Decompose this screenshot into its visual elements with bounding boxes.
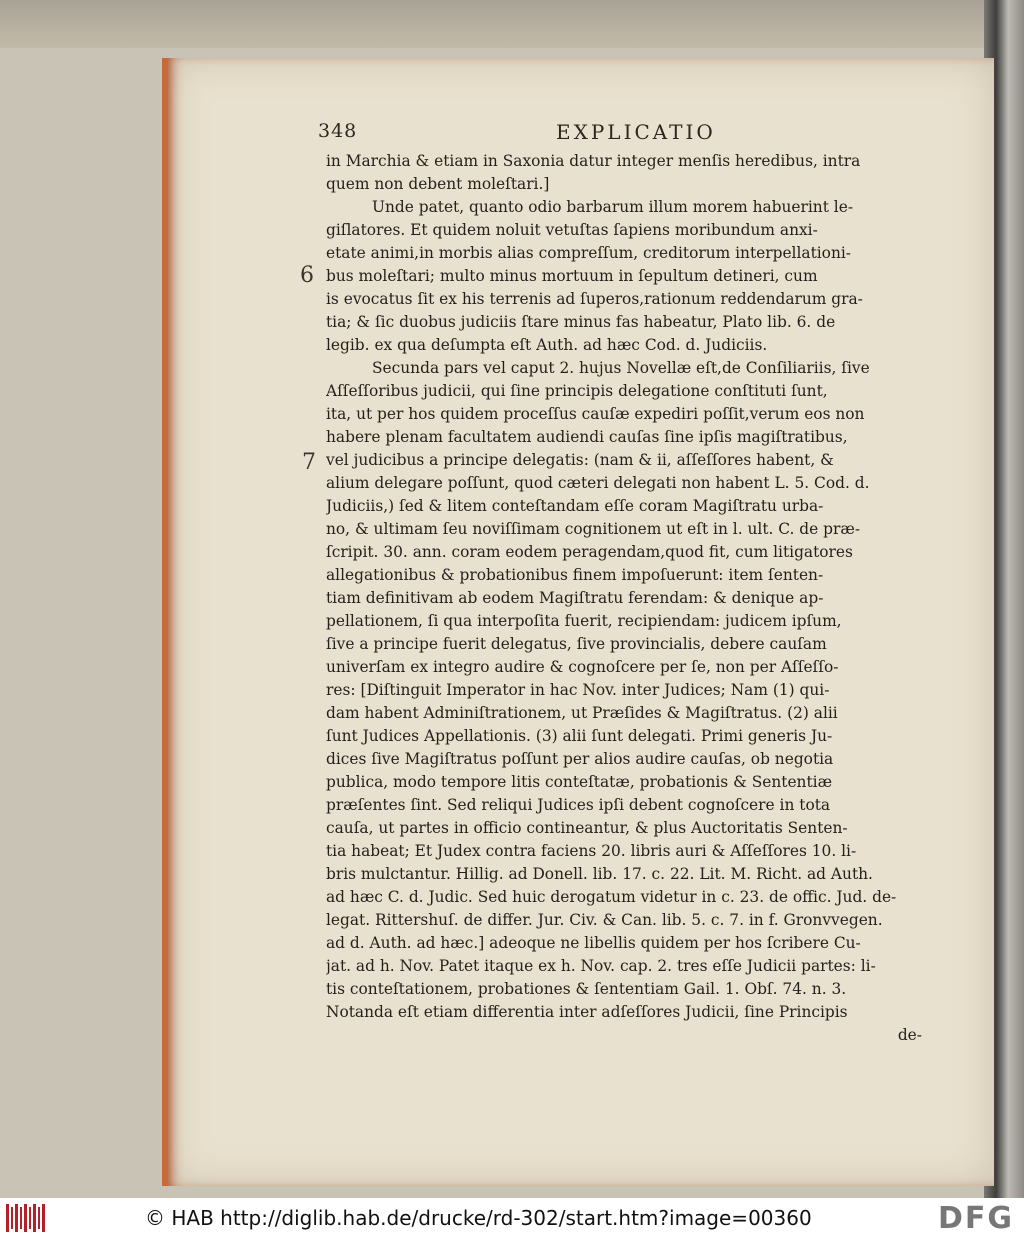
- text-line: alium delegare poſſunt, quod cæteri delegati non habent L. 5. Cod. d.: [326, 474, 870, 492]
- text-line: ſunt Judices Appellationis. (3) alii ſunt delegati. Primi generis Ju-: [326, 727, 833, 745]
- page-number: 348: [318, 120, 358, 142]
- margin-number-7: 7: [302, 450, 316, 475]
- text-line: bris mulctantur. Hillig. ad Donell. lib. 17. c. 22. Lit. M. Richt. ad Auth.: [326, 865, 873, 883]
- text-line: publica, modo tempore litis conteſtatæ, probationis & Sententiæ: [326, 773, 833, 791]
- text-line: pellationem, ſi qua interpoſita fuerit, recipiendam: judicem ipſum,: [326, 612, 842, 630]
- text-line: ad hæc C. d. Judic. Sed huic derogatum videtur in c. 23. de offic. Jud. de-: [326, 888, 897, 906]
- viewer-footer: [0, 1198, 1024, 1238]
- text-line: tis conteſtationem, probationes & ſententiam Gail. 1. Obſ. 74. n. 3.: [326, 980, 847, 998]
- text-line: univerſam ex integro audire & cognoſcere per ſe, non per Aſſeſſo-: [326, 658, 839, 676]
- copyright-link[interactable]: © HAB http://diglib.hab.de/drucke/rd-302/start.htm?image=00360: [145, 1206, 812, 1230]
- hab-logo-icon[interactable]: [6, 1204, 48, 1232]
- text-line: dices ſive Magiſtratus poſſunt per alios audire cauſas, ob negotia: [326, 750, 834, 768]
- text-line: giſlatores. Et quidem noluit vetuſtas ſapiens moribundum anxi-: [326, 221, 818, 239]
- page-header: [318, 114, 924, 148]
- text-line: ſive a principe fuerit delegatus, ſive provincialis, debere cauſam: [326, 635, 827, 653]
- text-line: cauſa, ut partes in officio contineantur, & plus Auctoritatis Senten-: [326, 819, 848, 837]
- margin-number-6: 6: [300, 263, 314, 288]
- text-line: in Marchia & etiam in Saxonia datur integer menſis heredibus, intra: [326, 152, 861, 170]
- body-text: [326, 150, 926, 1047]
- catchword: de-: [897, 1026, 922, 1044]
- text-line: Notanda eſt etiam differentia inter adſeſſores Judicii, ſine Principis: [326, 1003, 848, 1021]
- text-line: Judiciis,) ſed & litem conteſtandam eſſe coram Magiſtratu urba-: [326, 497, 824, 515]
- text-line: res: [Diſtinguit Imperator in hac Nov. inter Judices; Nam (1) qui-: [326, 681, 830, 699]
- text-line: Unde patet, quanto odio barbarum illum morem habuerint le-: [372, 198, 854, 216]
- text-line: tia habeat; Et Judex contra faciens 20. libris auri & Aſſeſſores 10. li-: [326, 842, 857, 860]
- text-line: bus moleſtari; multo minus mortuum in ſepultum detineri, cum: [326, 267, 818, 285]
- text-line: habere plenam facultatem audiendi cauſas ſine ipſis magiſtratibus,: [326, 428, 848, 446]
- text-line: jat. ad h. Nov. Patet itaque ex h. Nov. cap. 2. tres eſſe Judicii partes: li-: [326, 957, 876, 975]
- text-line: no, & ultimam ſeu noviſſimam cognitionem ut eſt in l. ult. C. de præ-: [326, 520, 861, 538]
- text-line: vel judicibus a principe delegatis: (nam & ii, aſſeſſores habent, &: [326, 451, 834, 469]
- text-line: quem non debent moleſtari.]: [326, 175, 550, 193]
- text-line: ad d. Auth. ad hæc.] adeoque ne libellis quidem per hos ſcribere Cu-: [326, 934, 861, 952]
- text-line: tia; & ſic duobus judiciis ſtare minus fas habeatur, Plato lib. 6. de: [326, 313, 836, 331]
- dfg-logo[interactable]: DFG: [937, 1201, 1014, 1236]
- text-line: Aſſeſſoribus judicii, qui ſine principis delegatione conſtituti ſunt,: [326, 382, 828, 400]
- text-line: Secunda pars vel caput 2. hujus Novellæ eſt,de Conſiliariis, ſive: [372, 359, 870, 377]
- text-line: etate animi,in morbis alias compreſſum, creditorum interpellationi-: [326, 244, 851, 262]
- text-line: tiam definitivam ab eodem Magiſtratu ferendam: & denique ap-: [326, 589, 824, 607]
- scan-background-top: [0, 0, 1024, 48]
- text-line: allegationibus & probationibus finem impoſuerunt: item ſenten-: [326, 566, 824, 584]
- text-line: dam habent Adminiſtrationem, ut Præſides & Magiſtratus. (2) alii: [326, 704, 838, 722]
- text-line: ita, ut per hos quidem proceſſus cauſæ expediri poſſit,verum eos non: [326, 405, 865, 423]
- text-line: ſcripit. 30. ann. coram eodem peragendam,quod fit, cum litigatores: [326, 543, 853, 561]
- text-line: is evocatus ſit ex his terrenis ad ſuperos,rationum reddendarum gra-: [326, 290, 863, 308]
- text-line: legib. ex qua deſumpta eſt Auth. ad hæc Cod. d. Judiciis.: [326, 336, 768, 354]
- running-title: EXPLICATIO: [556, 120, 716, 144]
- text-line: legat. Rittershuſ. de differ. Jur. Civ. & Can. lib. 5. c. 7. in f. Gronvvegen.: [326, 911, 883, 929]
- text-line: præſentes ſint. Sed reliqui Judices ipſi debent cognoſcere in tota: [326, 796, 831, 814]
